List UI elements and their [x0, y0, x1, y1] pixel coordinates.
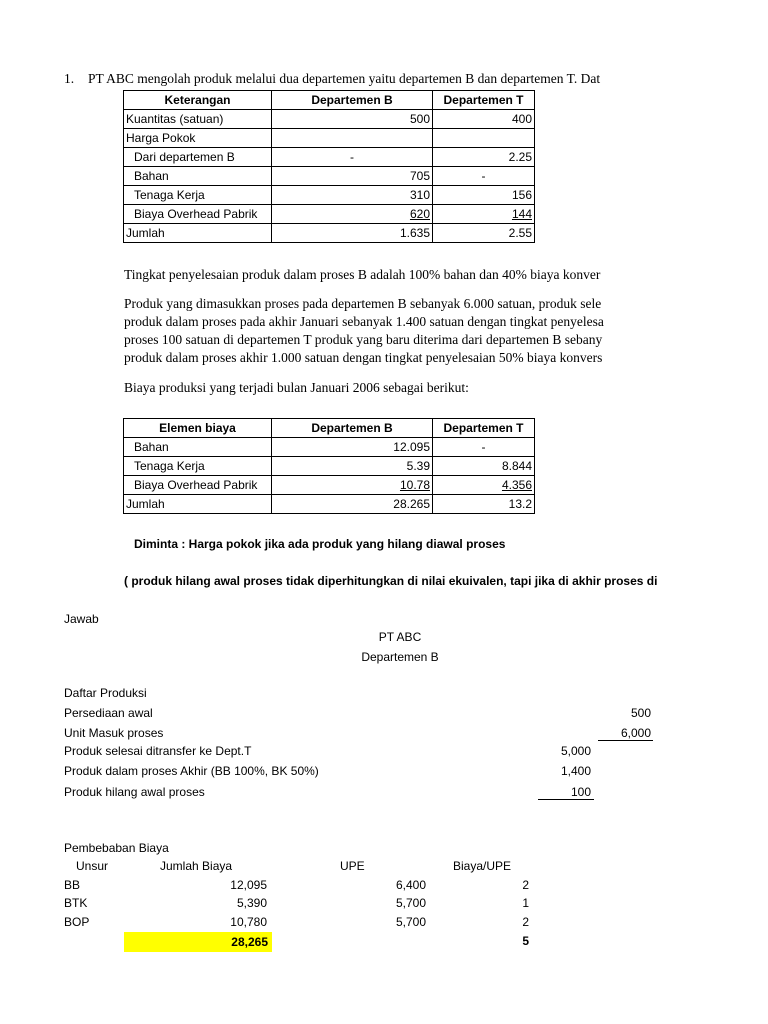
row-label: Jumlah: [124, 224, 272, 243]
paragraph-costs: Biaya produksi yang terjadi bulan Januari 2006 sebagai berikut:: [124, 380, 469, 395]
total-jumlah-highlight: 28,265: [124, 932, 272, 952]
row-jumlah: 5,390: [236, 896, 267, 910]
table-header-row: [124, 91, 535, 110]
row-unsur: BOP: [64, 915, 90, 929]
answer-label: Jawab: [64, 612, 99, 626]
column-header: Departemen B: [272, 419, 433, 438]
column-header: Elemen biaya: [124, 419, 272, 438]
table-row: [124, 476, 535, 495]
cell-dept-b: 5.39: [272, 457, 433, 476]
table-row: [124, 129, 535, 148]
cell-dept-b: 12.095: [272, 438, 433, 457]
cost-table-1: [123, 90, 535, 243]
paragraph-completion: Tingkat penyelesaian produk dalam proses B adalah 100% bahan dan 40% biaya konver: [124, 267, 601, 282]
cell-dept-b: 500: [272, 110, 433, 129]
cell-dept-t: 13.2: [433, 495, 535, 514]
table-header-row: [124, 419, 535, 438]
list-item-label: Produk hilang awal proses: [64, 785, 205, 799]
requirement-text: Diminta : Harga pokok jika ada produk yang hilang diawal proses: [134, 537, 506, 551]
list-item-label: Unit Masuk proses: [64, 726, 164, 740]
row-upe: 6,400: [395, 878, 426, 892]
row-upe: 5,700: [395, 915, 426, 929]
cell-dept-t: 400: [433, 110, 535, 129]
list-item-value: 1,400: [560, 764, 591, 778]
column-header: Departemen B: [272, 91, 433, 110]
cell-dept-t: -: [433, 438, 535, 457]
cell-dept-t: 8.844: [433, 457, 535, 476]
cell-dept-t: 2.25: [433, 148, 535, 167]
row-jumlah: 10,780: [230, 915, 267, 929]
table-row: [124, 110, 535, 129]
row-label: Jumlah: [124, 495, 272, 514]
list-item-value: 500: [630, 706, 651, 720]
column-header: Jumlah Biaya: [160, 859, 233, 873]
department-name: Departemen B: [361, 650, 439, 664]
cell-dept-b: 28.265: [272, 495, 433, 514]
row-jumlah: 12,095: [230, 878, 267, 892]
row-label: Tenaga Kerja: [124, 186, 272, 205]
column-header: UPE: [340, 859, 365, 873]
row-label: Harga Pokok: [124, 129, 272, 148]
row-biaya-per-upe: 1: [522, 896, 529, 910]
row-unsur: BTK: [64, 896, 88, 910]
row-label: Biaya Overhead Pabrik: [124, 476, 272, 495]
row-biaya-per-upe: 2: [522, 878, 529, 892]
row-label: Dari departemen B: [124, 148, 272, 167]
cell-dept-t: 2.55: [433, 224, 535, 243]
total-biaya-per-upe: 5: [522, 934, 529, 948]
row-upe: 5,700: [395, 896, 426, 910]
column-header: Biaya/UPE: [453, 859, 512, 873]
row-biaya-per-upe: 2: [522, 915, 529, 929]
paragraph-line: produk dalam proses pada akhir Januari sebanyak 1.400 satuan dengan tingkat penyelesa: [124, 314, 604, 329]
column-header: Unsur: [76, 859, 109, 873]
row-label: Bahan: [124, 438, 272, 457]
table-row: [124, 205, 535, 224]
cell-dept-b: 620: [409, 207, 430, 221]
paragraph-line: Produk yang dimasukkan proses pada departemen B sebanyak 6.000 satuan, produk sele: [124, 296, 602, 311]
table-row: [124, 224, 535, 243]
cell-dept-b: 705: [272, 167, 433, 186]
note-text: ( produk hilang awal proses tidak diperhitungkan di nilai ekuivalen, tapi jika di akhir proses di: [124, 574, 658, 588]
cell-dept-t: -: [433, 167, 535, 186]
row-label: Bahan: [124, 167, 272, 186]
cell-dept-b: 1.635: [272, 224, 433, 243]
paragraph-line: proses 100 satuan di departemen T produk yang baru diterima dari departemen B sebany: [124, 332, 603, 347]
cell-dept-b: 10.78: [399, 478, 430, 492]
cell-dept-b: -: [272, 148, 433, 167]
question-number: 1.: [64, 71, 75, 86]
company-name: PT ABC: [378, 630, 422, 644]
list-item-value: 100: [538, 785, 594, 800]
cell-dept-t: [433, 129, 535, 148]
production-list-title: Daftar Produksi: [64, 686, 147, 700]
column-header: Keterangan: [124, 91, 272, 110]
paragraph-line: produk dalam proses akhir 1.000 satuan dengan tingkat penyelesaian 50% biaya konvers: [124, 350, 603, 365]
row-label: Tenaga Kerja: [124, 457, 272, 476]
table-row: [124, 495, 535, 514]
table-row: [124, 438, 535, 457]
list-item-value: 5,000: [560, 744, 591, 758]
cell-dept-t: 156: [433, 186, 535, 205]
column-header: Departemen T: [433, 419, 535, 438]
row-unsur: BB: [64, 878, 81, 892]
table-row: [124, 167, 535, 186]
row-label: Kuantitas (satuan): [124, 110, 272, 129]
cost-table-2: [123, 418, 535, 514]
cell-dept-b: 310: [272, 186, 433, 205]
cost-allocation-title: Pembebaban Biaya: [64, 841, 169, 855]
cell-dept-b: [272, 129, 433, 148]
list-item-label: Persediaan awal: [64, 706, 153, 720]
table-row: [124, 148, 535, 167]
question-intro: PT ABC mengolah produk melalui dua departemen yaitu departemen B dan departemen T. Dat: [88, 71, 601, 86]
list-item-label: Produk selesai ditransfer ke Dept.T: [64, 744, 252, 758]
cell-dept-t: 4.356: [501, 478, 532, 492]
table-row: [124, 457, 535, 476]
table-row: [124, 186, 535, 205]
list-item-label: Produk dalam proses Akhir (BB 100%, BK 50%): [64, 764, 319, 778]
cell-dept-t: 144: [511, 207, 532, 221]
list-item-value: 6,000: [598, 726, 653, 741]
row-label: Biaya Overhead Pabrik: [124, 205, 272, 224]
column-header: Departemen T: [433, 91, 535, 110]
